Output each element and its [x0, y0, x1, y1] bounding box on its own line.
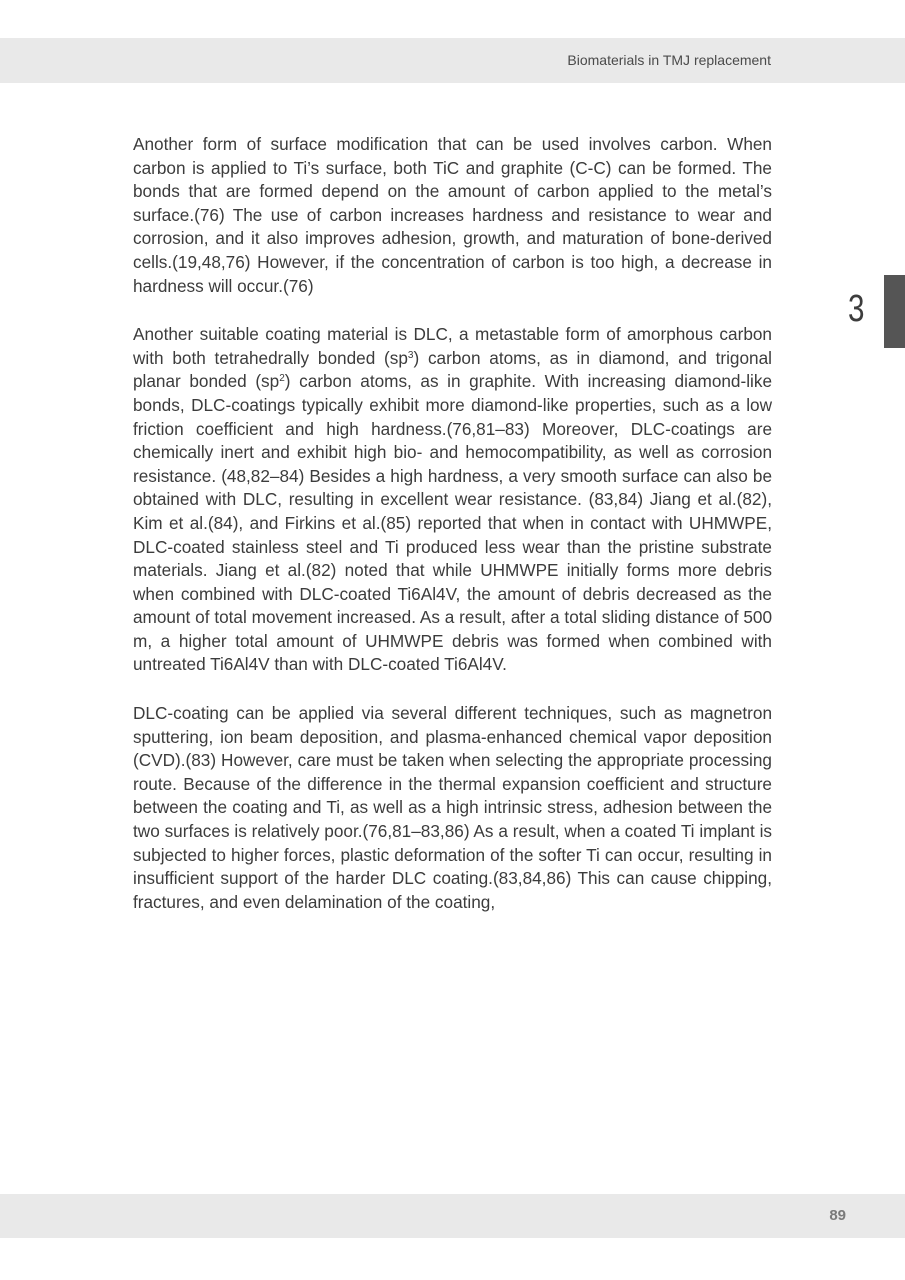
paragraph-carbon-modification: Another form of surface modification that can be used involves carbon. When carbon is applied to Ti’s surface, both TiC and graphite (C-C) can be formed. The bonds that are formed depend on the amount of carbon applied to the metal’s surface.(76) The use of carbon increases hardness and resistance to wear and corrosion, and it also improves adhesion, growth, and maturation of bone-derived cells.(19,48,76) However, if the concentration of carbon is too high, a decrease in hardness will occur.(76): [133, 134, 772, 296]
paragraph-dlc-coating: [133, 323, 772, 677]
paragraph-text: ) carbon atoms, as in diamond, and trigonal planar bonded (sp: [133, 347, 772, 392]
footer-bar: [0, 1194, 905, 1238]
page-number: 89: [829, 1207, 846, 1224]
chapter-number: 3: [848, 288, 865, 330]
running-header-bar: [0, 38, 905, 83]
chapter-thumb-tab: [884, 275, 905, 348]
superscript: 3: [407, 349, 414, 361]
superscript: 2: [279, 373, 285, 385]
paragraph-text: Another suitable coating material is DLC, a metastable form of amorphous carbon with both tetrahedrally bonded (sp: [133, 324, 772, 368]
running-head-title: Biomaterials in TMJ replacement: [567, 52, 771, 68]
paragraph-text: ) carbon atoms, as in graphite. With increasing diamond-like bonds, DLC-coatings typically exhibit more diamond-like properties, such as a low friction coefficient and high hardness.(76,81–83) Moreover, DLC-coatings are chemically inert and exhibit high bio- and hemocompatibility, as well as corrosion resistance. (48,82–84) Besides a high hardness, a very smooth surface can also be obtained with DLC, resulting in excellent wear resistance. (83,84) Jiang et al.(82), Kim et al.(84), and Firkins et al.(85) reported that when in contact with UHMWPE, DLC-coated stainless steel and Ti produced less wear than the pristine substrate materials. Jiang et al.(82) noted that while UHMWPE initially forms more debris when combined with DLC-coated Ti6Al4V, the amount of debris decreased as the amount of total movement increased. As a result, after a total sliding distance of 500 m, a higher total amount of UHMWPE debris was formed when combined with untreated Ti6Al4V than with DLC-coated Ti6Al4V.: [133, 371, 773, 675]
paragraph-dlc-techniques: DLC-coating can be applied via several different techniques, such as magnetron sputtering, ion beam deposition, and plasma-enhanced chemical vapor deposition (CVD).(83) However, care must be taken when selecting the appropriate processing route. Because of the difference in the thermal expansion coefficient and structure between the coating and Ti, as well as a high intrinsic stress, adhesion between the two surfaces is relatively poor.(76,81–83,86) As a result, when a coated Ti implant is subjected to higher forces, plastic deformation of the softer Ti can occur, resulting in insufficient support of the harder DLC coating.(83,84,86) This can cause chipping, fractures, and even delamination of the coating,: [133, 703, 772, 912]
body-text: [133, 133, 772, 939]
